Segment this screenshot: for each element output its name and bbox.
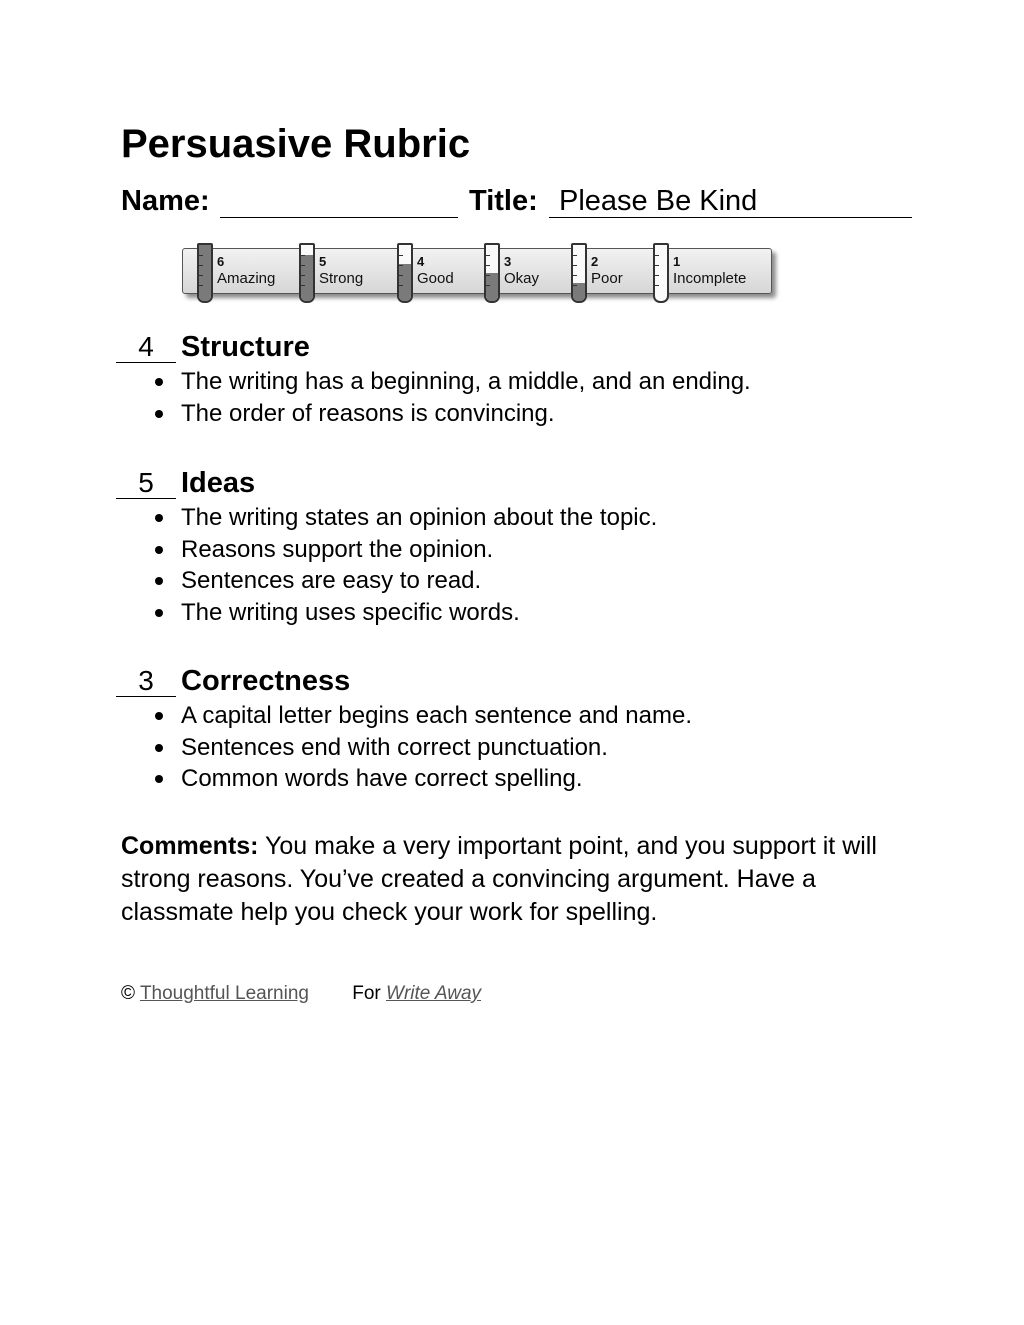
- book-link[interactable]: [386, 983, 481, 1004]
- scale-number: 5: [319, 254, 327, 269]
- thermometer-icon: [653, 243, 669, 303]
- scale-text: Okay: [504, 270, 540, 287]
- publisher-link[interactable]: Thoughtful Learning: [139, 983, 309, 1004]
- criteria-item: The writing has a beginning, a middle, and an ending.: [181, 366, 751, 398]
- scale-label: [319, 253, 363, 287]
- criteria-list: [181, 700, 692, 795]
- scale-label: [504, 253, 539, 287]
- section-heading: Ideas: [181, 467, 256, 499]
- thermometer-icon: [571, 243, 587, 303]
- criteria-item: Sentences end with correct punctuation.: [181, 732, 692, 764]
- title-field[interactable]: [549, 183, 912, 218]
- scale-text: Incomplete: [673, 270, 747, 287]
- scale-number: 1: [673, 254, 681, 269]
- thermometer-icon: [397, 243, 413, 303]
- scale-label: [673, 253, 746, 287]
- thermometer-icon: [484, 243, 500, 303]
- title-value: Please Be Kind: [559, 185, 758, 217]
- scale-label: [217, 253, 275, 287]
- comments: [121, 830, 911, 929]
- section-heading: Structure: [181, 331, 310, 363]
- scale-text: Strong: [319, 270, 364, 287]
- criteria-item: The order of reasons is convincing.: [181, 398, 751, 430]
- name-title-row: [121, 183, 921, 223]
- book-title: Write Away: [386, 983, 482, 1004]
- criteria-list: [181, 366, 751, 429]
- score-field[interactable]: 4: [116, 330, 176, 363]
- scale-number: 3: [504, 254, 512, 269]
- title-label: Title:: [469, 185, 538, 217]
- comments-label: Comments:: [121, 832, 259, 860]
- score-field[interactable]: 5: [116, 466, 176, 499]
- criteria-item: Common words have correct spelling.: [181, 763, 692, 795]
- comments-text: You make a very important point, and you support it will strong reasons. You’ve created a convincing argument. Have a classmate help you check your work for spelling.: [121, 832, 877, 926]
- scale-number: 6: [217, 254, 225, 269]
- criteria-item: Reasons support the opinion.: [181, 534, 657, 566]
- criteria-item: A capital letter begins each sentence and name.: [181, 700, 692, 732]
- scale-label: [591, 253, 623, 287]
- scale-text: Good: [417, 270, 454, 287]
- scale-number: 4: [417, 254, 425, 269]
- criteria-list: [181, 502, 657, 628]
- criteria-item: Sentences are easy to read.: [181, 565, 657, 597]
- scale-text: Amazing: [217, 270, 276, 287]
- criteria-item: The writing uses specific words.: [181, 597, 657, 629]
- scale-number: 2: [591, 254, 599, 269]
- name-field[interactable]: [220, 183, 458, 218]
- section-heading: Correctness: [181, 665, 351, 697]
- rating-scale-banner: [182, 248, 772, 294]
- thermometer-icon: [299, 243, 315, 303]
- scale-label: [417, 253, 454, 287]
- copyright-symbol: ©: [121, 983, 135, 1004]
- score-field[interactable]: 3: [116, 664, 176, 697]
- page-title: Persuasive Rubric: [121, 122, 471, 166]
- criteria-item: The writing states an opinion about the topic.: [181, 502, 657, 534]
- name-label: Name:: [121, 185, 210, 217]
- thermometer-icon: [197, 243, 213, 303]
- footer: [121, 982, 481, 1006]
- scale-text: Poor: [591, 270, 623, 287]
- for-label: For: [352, 983, 381, 1004]
